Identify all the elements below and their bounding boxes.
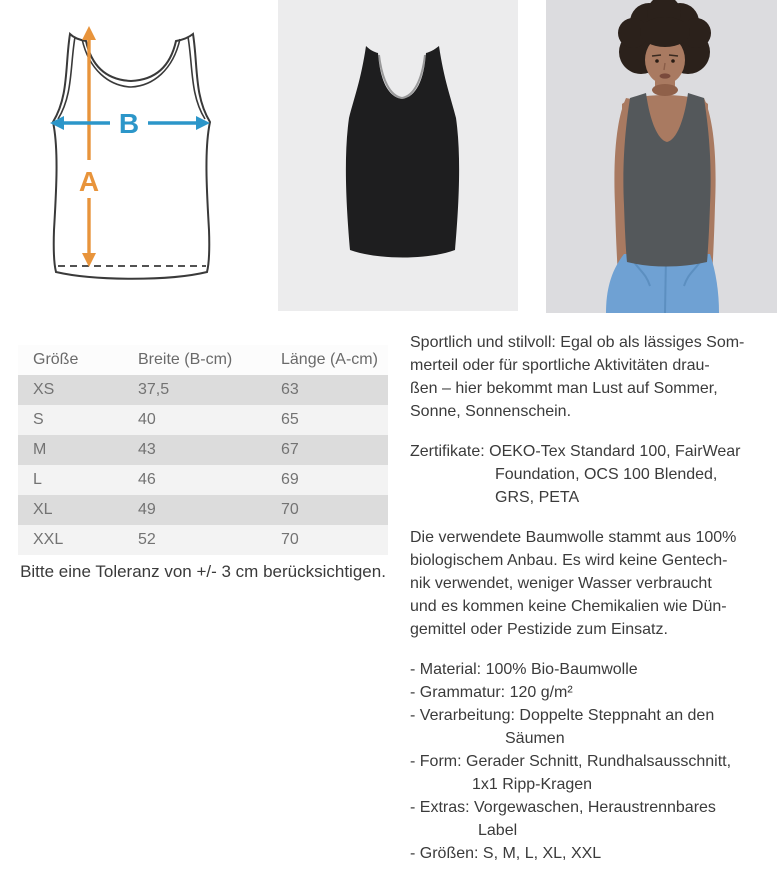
width-cell: 46 [137, 465, 280, 495]
spec-item-material: - Material: 100% Bio-Baumwolle [410, 661, 638, 678]
size-cell: M [18, 435, 137, 465]
length-cell: 70 [280, 495, 388, 525]
size-measurement-diagram [10, 10, 255, 310]
spec-item-extras-cont: Label [478, 822, 518, 839]
tank-top-measure-illustration [10, 10, 255, 310]
cotton-line: Die verwendete Baumwolle stammt aus 100% [410, 529, 737, 546]
size-cell: S [18, 405, 137, 435]
length-cell: 67 [280, 435, 388, 465]
size-cell: XS [18, 375, 137, 405]
table-row-xl [18, 495, 388, 525]
length-cell: 63 [280, 375, 388, 405]
length-cell: 65 [280, 405, 388, 435]
model-left-eye [655, 59, 659, 63]
spec-item-verarbeitung-cont: Säumen [505, 730, 565, 747]
intro-line: merteil oder für sportliche Aktivitäten drau- [410, 357, 710, 374]
table-row-m [18, 435, 388, 465]
width-arrow-label: B [118, 108, 140, 139]
product-photo-black-tank[interactable] [278, 0, 518, 311]
spec-item-verarbeitung: - Verarbeitung: Doppelte Steppnaht an den [410, 707, 715, 724]
col-header-length: Länge (A-cm) [280, 345, 388, 375]
width-cell: 40 [137, 405, 280, 435]
intro-line: ßen – hier bekommt man Lust auf Sommer, [410, 380, 718, 397]
cotton-line: nik verwendet, weniger Wasser verbraucht [410, 575, 712, 592]
width-cell: 37,5 [137, 375, 280, 405]
table-row-xxl [18, 525, 388, 555]
width-cell: 52 [137, 525, 280, 555]
size-table-header-row [18, 345, 388, 375]
product-description [410, 331, 777, 873]
intro-paragraph [410, 331, 777, 423]
model-nose [664, 63, 665, 70]
certificates-line: Zertifikate: OEKO-Tex Standard 100, FairWear [410, 443, 741, 460]
certificates-paragraph [410, 440, 777, 509]
size-cell: L [18, 465, 137, 495]
model-hair-fringe [640, 17, 690, 47]
size-cell: XL [18, 495, 137, 525]
intro-line: Sonne, Sonnenschein. [410, 403, 572, 420]
specs-list [410, 658, 777, 865]
width-arrowhead-left [50, 116, 64, 130]
length-cell: 70 [280, 525, 388, 555]
size-cell: XXL [18, 525, 137, 555]
model-neck-shadow [652, 84, 678, 96]
length-arrowhead-top [82, 26, 96, 40]
cotton-paragraph [410, 526, 777, 641]
spec-item-form: - Form: Gerader Schnitt, Rundhalsausschnitt, [410, 753, 732, 770]
table-row-l [18, 465, 388, 495]
model-photo-wearing-tank[interactable] [546, 0, 777, 313]
spec-item-groessen: - Größen: S, M, L, XL, XXL [410, 845, 602, 862]
table-row-s [18, 405, 388, 435]
cotton-line: und es kommen keine Chemikalien wie Dün- [410, 598, 727, 615]
cotton-line: gemittel oder Pestizide zum Einsatz. [410, 621, 668, 638]
width-cell: 43 [137, 435, 280, 465]
length-cell: 69 [280, 465, 388, 495]
spec-item-extras: - Extras: Vorgewaschen, Heraustrennbares [410, 799, 716, 816]
model-right-eye [671, 59, 675, 63]
tolerance-note: Bitte eine Toleranz von +/- 3 cm berücksichtigen. [20, 562, 386, 581]
length-arrowhead-bottom [82, 253, 96, 267]
col-header-width: Breite (B-cm) [137, 345, 280, 375]
length-arrow-label: A [78, 166, 100, 197]
spec-item-grammatur: - Grammatur: 120 g/m² [410, 684, 573, 701]
col-header-size: Größe [18, 345, 137, 375]
tank-outline [53, 34, 210, 279]
certificates-line: GRS, PETA [495, 489, 580, 506]
table-row-xs [18, 375, 388, 405]
size-table [18, 345, 388, 555]
spec-item-form-cont: 1x1 Ripp-Kragen [472, 776, 593, 793]
certificates-line: Foundation, OCS 100 Blended, [495, 466, 718, 483]
width-cell: 49 [137, 495, 280, 525]
cotton-line: biologischem Anbau. Es wird keine Gentech- [410, 552, 728, 569]
model-lips [660, 73, 671, 78]
intro-line: Sportlich und stilvoll: Egal ob als lässiges Som- [410, 334, 745, 351]
black-tank-top-image [278, 0, 518, 311]
model-image [546, 0, 777, 313]
neck-trim-line [82, 39, 180, 87]
